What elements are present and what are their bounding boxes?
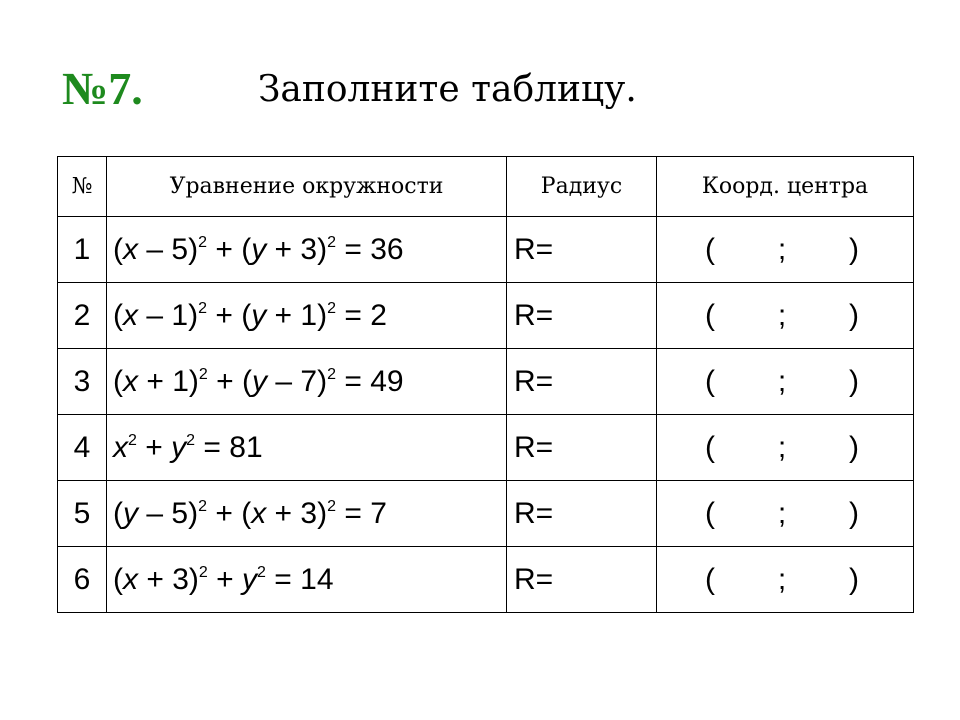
header-radius: Радиус <box>507 157 657 217</box>
row-equation <box>107 481 507 547</box>
header-number: № <box>58 157 107 217</box>
row-number: 6 <box>58 547 107 613</box>
table-row <box>58 415 914 481</box>
row-equation <box>107 283 507 349</box>
table-row <box>58 283 914 349</box>
table-header-row <box>58 157 914 217</box>
table-row <box>58 547 914 613</box>
center-close-paren: ) <box>849 298 859 332</box>
row-center <box>657 349 914 415</box>
row-radius: R= <box>507 217 657 283</box>
task-number: №7. <box>62 63 143 114</box>
center-close-paren: ) <box>849 562 859 596</box>
header-equation: Уравнение окружности <box>107 157 507 217</box>
center-separator: ; <box>777 496 787 530</box>
center-open-paren: ( <box>705 562 715 596</box>
equation-text: $x^2 + y^2 = 81$ <box>113 430 263 464</box>
center-separator: ; <box>777 364 787 398</box>
center-open-paren: ( <box>705 298 715 332</box>
task-title: Заполните таблицу. <box>258 69 637 110</box>
row-number: 5 <box>58 481 107 547</box>
center-open-paren: ( <box>705 430 715 464</box>
row-number: 3 <box>58 349 107 415</box>
row-equation <box>107 415 507 481</box>
row-number: 4 <box>58 415 107 481</box>
table-row <box>58 217 914 283</box>
center-open-paren: ( <box>705 232 715 266</box>
center-open-paren: ( <box>705 364 715 398</box>
row-equation <box>107 349 507 415</box>
equation-text: $(y - 5)^2 + (x + 3)^2 = 7$ <box>113 496 387 530</box>
row-radius: R= <box>507 283 657 349</box>
row-equation <box>107 547 507 613</box>
circle-equations-table <box>57 156 914 613</box>
center-close-paren: ) <box>849 430 859 464</box>
row-radius: R= <box>507 547 657 613</box>
row-number: 1 <box>58 217 107 283</box>
row-equation <box>107 217 507 283</box>
center-separator: ; <box>777 562 787 596</box>
equation-text: $(x - 5)^2 + (y + 3)^2 = 36$ <box>113 232 404 266</box>
equation-text: $(x + 3)^2 + y^2 = 14$ <box>113 562 334 596</box>
table-row <box>58 349 914 415</box>
row-center <box>657 217 914 283</box>
center-separator: ; <box>777 298 787 332</box>
center-separator: ; <box>777 232 787 266</box>
header-center: Коорд. центра <box>657 157 914 217</box>
row-radius: R= <box>507 349 657 415</box>
equation-text: $(x - 1)^2 + (y + 1)^2 = 2$ <box>113 298 387 332</box>
row-number: 2 <box>58 283 107 349</box>
center-close-paren: ) <box>849 496 859 530</box>
equation-text: $(x + 1)^2 + (y - 7)^2 = 49$ <box>113 364 404 398</box>
center-open-paren: ( <box>705 496 715 530</box>
row-center <box>657 481 914 547</box>
row-center <box>657 415 914 481</box>
center-close-paren: ) <box>849 232 859 266</box>
row-radius: R= <box>507 415 657 481</box>
center-separator: ; <box>777 430 787 464</box>
row-radius: R= <box>507 481 657 547</box>
row-center <box>657 283 914 349</box>
table-row <box>58 481 914 547</box>
row-center <box>657 547 914 613</box>
center-close-paren: ) <box>849 364 859 398</box>
